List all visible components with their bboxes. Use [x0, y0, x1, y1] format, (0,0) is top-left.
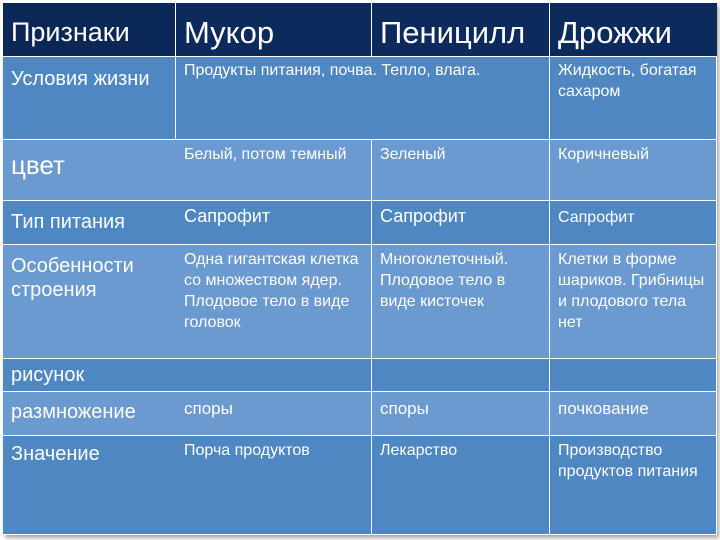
row-label-structure: Особенности строения — [3, 245, 176, 359]
cell-picture-mucor — [176, 359, 372, 392]
cell-significance-mucor: Порча продуктов — [176, 436, 372, 535]
cell-significance-yeast: Производство продуктов питания — [550, 436, 717, 535]
cell-color-mucor: Белый, потом темный — [176, 140, 372, 201]
row-label-picture: рисунок — [3, 359, 176, 392]
cell-nutrition-penicillium: Сапрофит — [372, 201, 550, 245]
cell-nutrition-mucor: Сапрофит — [176, 201, 372, 245]
header-cell-mucor: Мукор — [176, 3, 372, 57]
cell-picture-penicillium — [372, 359, 550, 392]
row-label-nutrition-type: Тип питания — [3, 201, 176, 245]
row-label-significance: Значение — [3, 436, 176, 535]
cell-living-conditions-yeast: Жидкость, богатая сахаром — [550, 57, 717, 140]
cell-color-penicillium: Зеленый — [372, 140, 550, 201]
comparison-table — [3, 3, 717, 535]
cell-picture-yeast — [550, 359, 717, 392]
header-cell-features: Признаки — [3, 3, 176, 57]
header-cell-penicillium: Пеницилл — [372, 3, 550, 57]
cell-significance-penicillium: Лекарство — [372, 436, 550, 535]
cell-reproduction-penicillium: споры — [372, 392, 550, 436]
row-label-color: цвет — [3, 140, 176, 201]
cell-structure-penicillium: Многоклеточный. Плодовое тело в виде кисточек — [372, 245, 550, 359]
cell-reproduction-mucor: споры — [176, 392, 372, 436]
row-label-living-conditions: Условия жизни — [3, 57, 176, 140]
cell-reproduction-yeast: почкование — [550, 392, 717, 436]
cell-structure-yeast: Клетки в форме шариков. Грибницы и плодового тела нет — [550, 245, 717, 359]
cell-nutrition-yeast: Сапрофит — [550, 201, 717, 245]
cell-structure-mucor: Одна гигантская клетка со множеством ядер. Плодовое тело в виде головок — [176, 245, 372, 359]
cell-living-conditions-mucor: Продукты питания, почва. Тепло, влага. — [176, 57, 550, 140]
row-label-reproduction: размножение — [3, 392, 176, 436]
header-cell-yeast: Дрожжи — [550, 3, 717, 57]
cell-color-yeast: Коричневый — [550, 140, 717, 201]
